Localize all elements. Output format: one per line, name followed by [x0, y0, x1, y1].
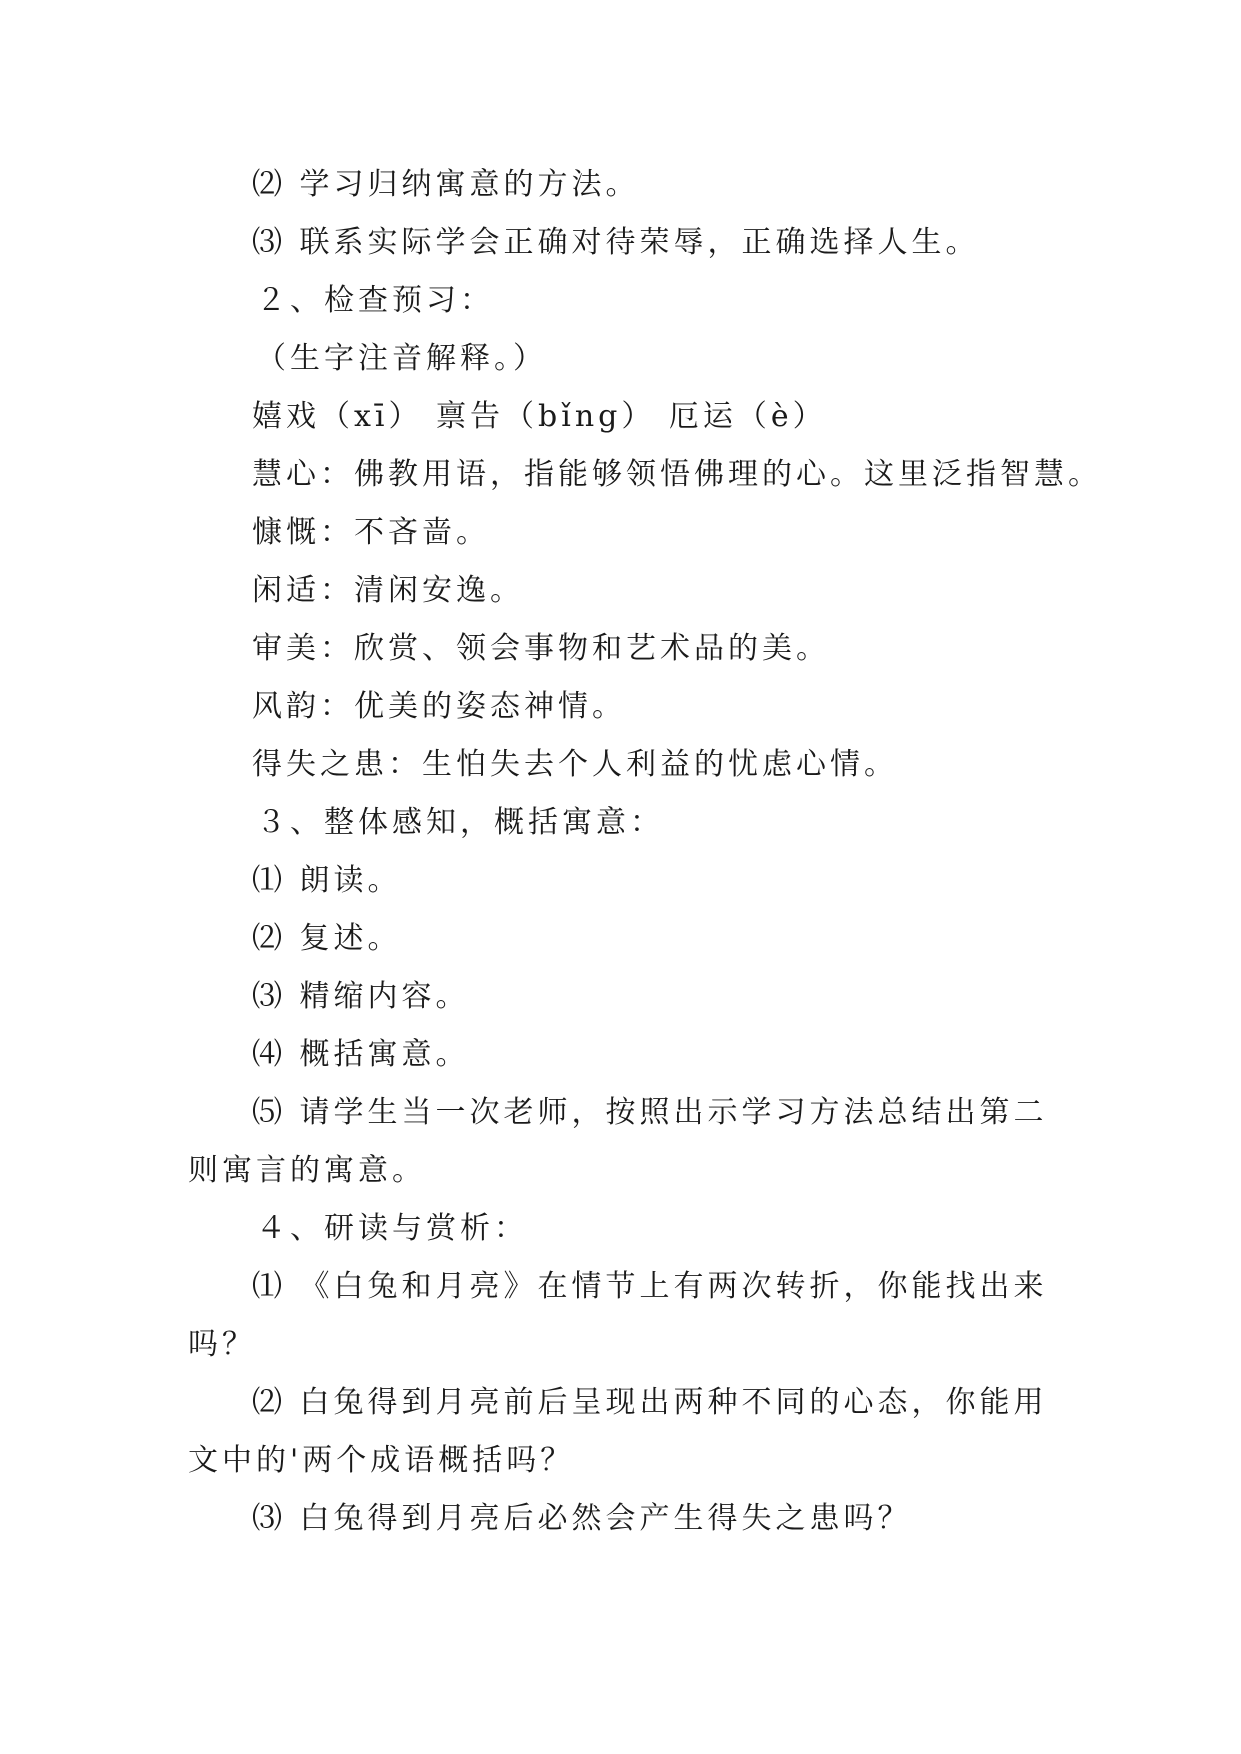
text-line-17: ⑸ 请学生当一次老师，按照出示学习方法总结出第二	[252, 1095, 1048, 1130]
definition-fengyun: 风韵：优美的姿态神情。	[252, 689, 626, 724]
question-3: ⑶ 白兔得到月亮后必然会产生得失之患吗？	[252, 1501, 912, 1536]
section-heading-3: ３、整体感知，概括寓意：	[256, 805, 664, 840]
text-line-4: （生字注音解释。）	[256, 341, 547, 376]
text-line-13: ⑴ 朗读。	[252, 863, 402, 898]
definition-kangkai: 慷慨：不吝啬。	[252, 515, 490, 550]
question-2-line-2: 文中的'两个成语概括吗？	[188, 1443, 575, 1478]
pinyin-line: 嬉戏（xī） 禀告（bǐng） 厄运（è）	[252, 399, 827, 434]
definition-huixin: 慧心：佛教用语，指能够领悟佛理的心。这里泛指智慧。	[252, 457, 1102, 492]
definition-shenmei: 审美：欣赏、领会事物和艺术品的美。	[252, 631, 830, 666]
text-line-1: ⑵ 学习归纳寓意的方法。	[252, 167, 640, 202]
text-line-15: ⑶ 精缩内容。	[252, 979, 470, 1014]
definition-xianshi: 闲适：清闲安逸。	[252, 573, 524, 608]
text-line-18: 则寓言的寓意。	[188, 1153, 426, 1188]
section-heading-4: ４、研读与赏析：	[256, 1211, 528, 1246]
definition-deshizhihuan: 得失之患：生怕失去个人利益的忧虑心情。	[252, 747, 898, 782]
text-line-2: ⑶ 联系实际学会正确对待荣辱，正确选择人生。	[252, 225, 980, 260]
text-line-16: ⑷ 概括寓意。	[252, 1037, 470, 1072]
section-heading-2: ２、检查预习：	[256, 283, 494, 318]
question-2-line-1: ⑵ 白兔得到月亮前后呈现出两种不同的心态，你能用	[252, 1385, 1048, 1420]
question-1-line-2: 吗？	[188, 1327, 256, 1362]
question-1-line-1: ⑴ 《白兔和月亮》在情节上有两次转折，你能找出来	[252, 1269, 1048, 1304]
text-line-14: ⑵ 复述。	[252, 921, 402, 956]
